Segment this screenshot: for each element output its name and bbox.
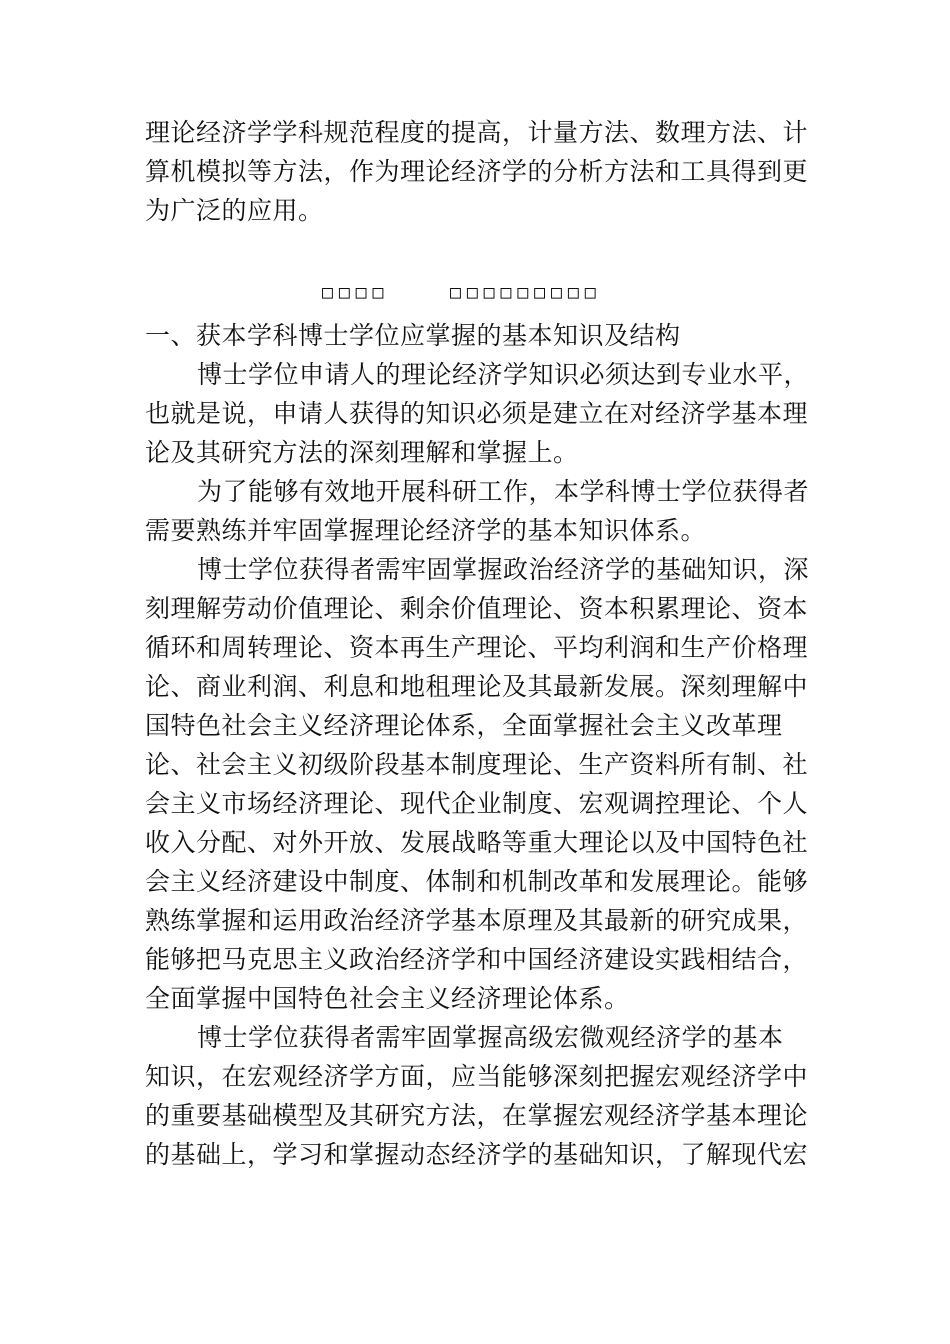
text-line: 的基础上，学习和掌握动态经济学的基础知识，了解现代宏	[145, 1140, 809, 1169]
text-line: 的重要基础模型及其研究方法，在掌握宏观经济学基本理论	[145, 1101, 809, 1130]
intro-paragraph	[145, 113, 845, 230]
text-line: 熟练掌握和运用政治经济学基本原理及其最新的研究成果，	[145, 906, 809, 935]
text-line: 理论经济学学科规范程度的提高，计量方法、数理方法、计	[145, 118, 809, 147]
text-line: 博士学位申请人的理论经济学知识必须达到专业水平，	[197, 360, 810, 389]
text-line: 知识，在宏观经济学方面，应当能够深刻把握宏观经济学中	[145, 1062, 809, 1091]
body-text	[145, 316, 845, 1174]
text-line: 博士学位获得者需牢固掌握政治经济学的基础知识，深	[197, 555, 810, 584]
text-line: 会主义经济建设中制度、体制和机制改革和发展理论。能够	[145, 867, 809, 896]
text-line: 论、社会主义初级阶段基本制度理论、生产资料所有制、社	[145, 750, 809, 779]
section-heading: 一、获本学科博士学位应掌握的基本知识及结构	[145, 321, 681, 350]
text-line: 收入分配、对外开放、发展战略等重大理论以及中国特色社	[145, 828, 809, 857]
text-line: 能够把马克思主义政治经济学和中国经济建设实践相结合，	[145, 945, 809, 974]
text-line: 会主义市场经济理论、现代企业制度、宏观调控理论、个人	[145, 789, 809, 818]
text-line: 也就是说，申请人获得的知识必须是建立在对经济学基本理	[145, 399, 809, 428]
chapter-number: □□□□	[322, 282, 390, 303]
text-line: 需要熟练并牢固掌握理论经济学的基本知识体系。	[145, 516, 707, 545]
chapter-title: □□□□□□□□□	[450, 282, 602, 303]
text-line: 为了能够有效地开展科研工作，本学科博士学位获得者	[197, 477, 810, 506]
text-line: 国特色社会主义经济理论体系，全面掌握社会主义改革理	[145, 711, 783, 740]
text-line: 论及其研究方法的深刻理解和掌握上。	[145, 438, 579, 467]
text-line: 循环和周转理论、资本再生产理论、平均利润和生产价格理	[145, 633, 809, 662]
text-line: 论、商业利润、利息和地租理论及其最新发展。深刻理解中	[145, 672, 809, 701]
text-line: 算机模拟等方法，作为理论经济学的分析方法和工具得到更	[145, 157, 809, 186]
text-line: 博士学位获得者需牢固掌握高级宏微观经济学的基本	[197, 1023, 784, 1052]
chapter-heading	[0, 278, 950, 308]
text-line: 全面掌握中国特色社会主义经济理论体系。	[145, 984, 630, 1013]
text-line: 刻理解劳动价值理论、剩余价值理论、资本积累理论、资本	[145, 594, 809, 623]
text-line: 为广泛的应用。	[145, 196, 324, 225]
